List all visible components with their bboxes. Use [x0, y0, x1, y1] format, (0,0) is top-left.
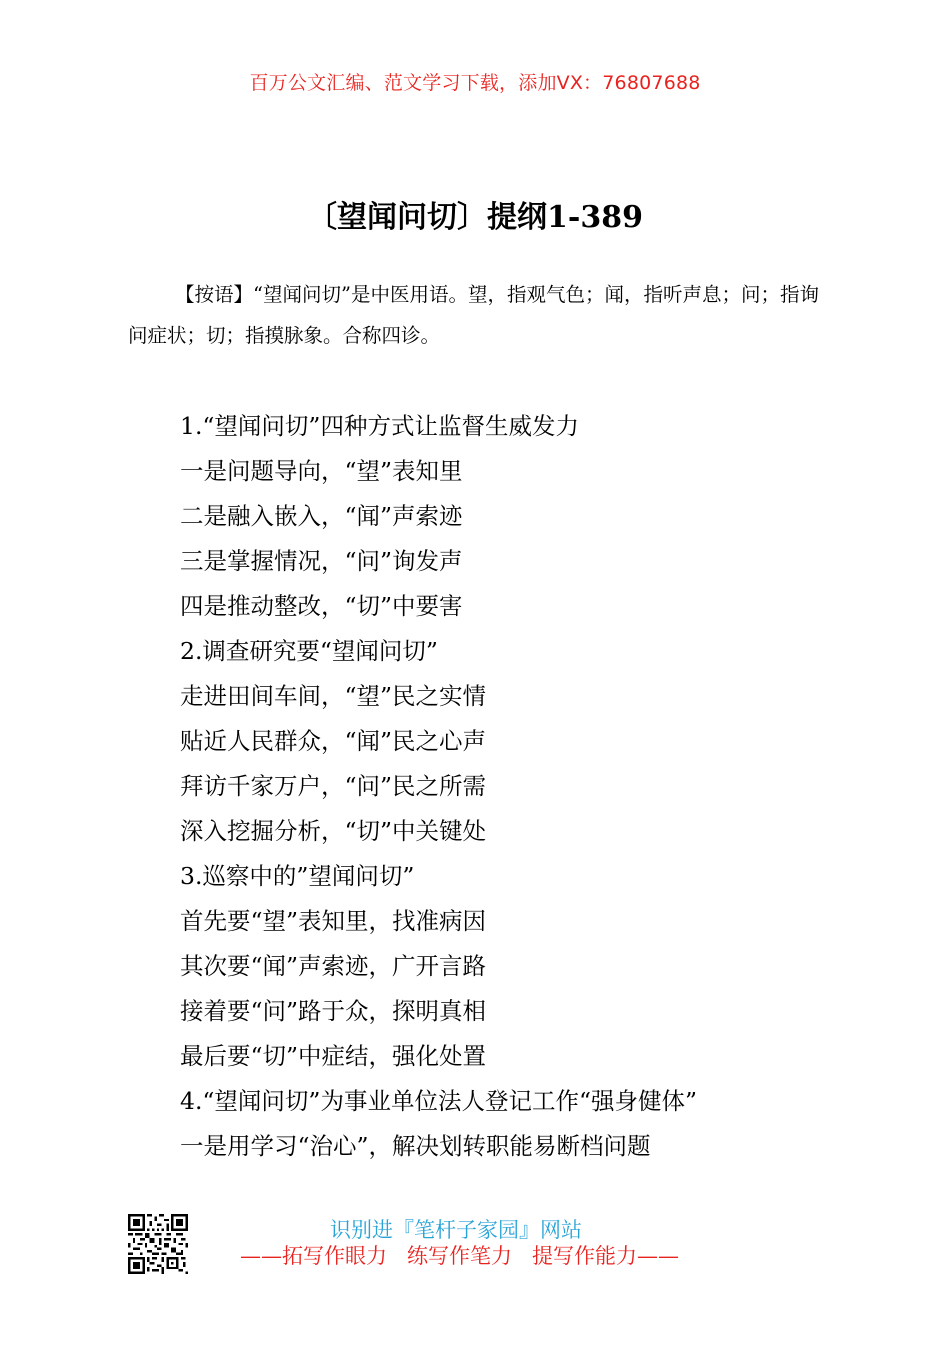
outline-line: 一是问题导向，“望”表知里	[180, 457, 463, 485]
outline-line: 最后要“切”中症结，强化处置	[180, 1042, 487, 1070]
outline-line: 一是用学习“治心”，解决划转职能易断档问题	[180, 1132, 651, 1160]
outline-line: 四是推动整改，“切”中要害	[180, 592, 463, 620]
qr-code-icon[interactable]	[128, 1214, 188, 1274]
outline-line: 2.调查研究要“望闻问切”	[180, 637, 438, 665]
outline-line: 其次要“闻”声索迹，广开言路	[180, 952, 487, 980]
outline-line: 首先要“望”表知里，找准病因	[180, 907, 487, 935]
outline-line: 3.巡察中的”望闻问切”	[180, 862, 415, 890]
outline-line: 1.“望闻问切”四种方式让监督生威发力	[180, 412, 579, 440]
outline-list	[180, 404, 900, 1169]
outline-line: 4.“望闻问切”为事业单位法人登记工作“强身健体”	[180, 1087, 697, 1115]
outline-line: 深入挖掘分析，“切”中关键处	[180, 817, 487, 845]
outline-line: 走进田间车间，“望”民之实情	[180, 682, 487, 710]
preface-paragraph: 【按语】“望闻问切”是中医用语。望，指观气色；闻，指听声息；问；指询问症状；切；指摸脉象。合称四诊。	[128, 283, 819, 347]
footer-site-line: 识别进『笔杆子家园』网站	[330, 1218, 582, 1242]
header-notice: 百万公文汇编、范文学习下载，添加VX：76807688	[249, 72, 701, 94]
outline-line: 三是掌握情况，“问”询发声	[180, 547, 463, 575]
outline-line: 拜访千家万户，“问”民之所需	[180, 772, 487, 800]
outline-line: 二是融入嵌入，“闻”声索迹	[180, 502, 463, 530]
page-title: 〔望闻问切〕提纲1-389	[307, 200, 643, 235]
outline-line: 接着要“问”路于众，探明真相	[180, 997, 487, 1025]
footer-slogan-line: ——拓写作眼力 练写作笔力 提写作能力——	[240, 1244, 680, 1268]
outline-line: 贴近人民群众，“闻”民之心声	[180, 727, 487, 755]
